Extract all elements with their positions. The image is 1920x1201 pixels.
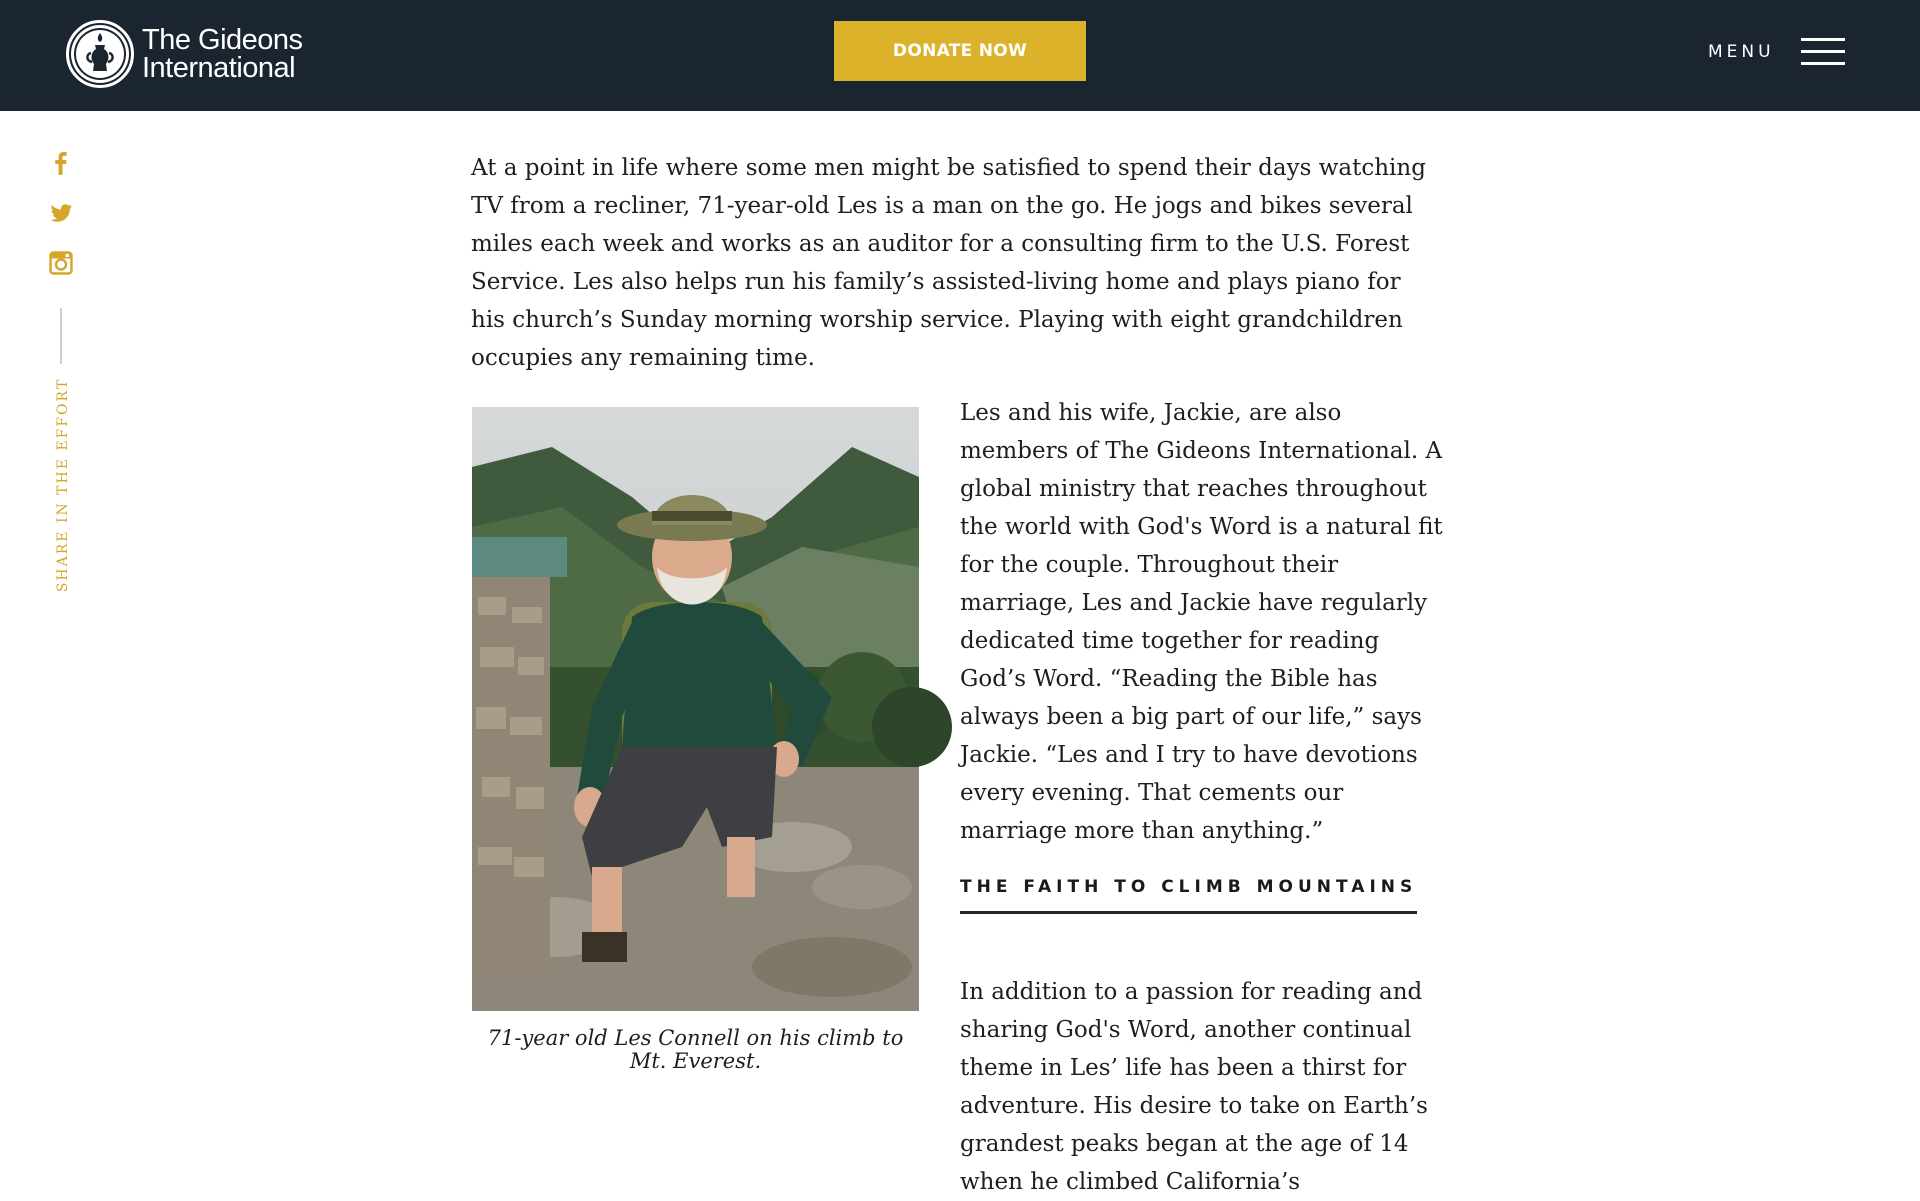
share-label: SHARE IN THE EFFORT [55, 377, 71, 593]
photo-caption: 71-year old Les Connell on his climb to Mt. Everest. [487, 1026, 904, 1073]
hiker-photo [472, 407, 919, 1011]
article-paragraph-2: Les and his wife, Jackie, are also members of The Gideons International. A global ministry that reaches throughout the world with God's Word is a natural fit for the couple. Throughout their marriage, Les and Jackie have regularly dedicated time together for reading God’s Word. “Reading the Bible has always been a big part of our life,” says Jackie. “Les and I try to have devotions every evening. That cements our marriage more than anything.” [960, 400, 1443, 844]
article-paragraph-3: In addition to a passion for reading and sharing God's Word, another continual theme in Les’ life has been a thirst for adventure. His desire to take on Earth’s grandest peaks began at the age of 14 when he climbed California’s [960, 979, 1428, 1195]
menu-toggle[interactable] [1708, 38, 1845, 66]
menu-label: MENU [1708, 42, 1775, 62]
article-intro-paragraph: At a point in life where some men might be satisfied to spend their days watching TV from a recliner, 71-year-old Les is a man on the go. He jogs and bikes several miles each week and works as an auditor for a consulting firm to the U.S. Forest Service. Les also helps run his family’s assisted-living home and plays piano for his church’s Sunday morning worship service. Playing with eight grandchildren occupies any remaining time. [471, 155, 1426, 371]
lamp-logo-icon [66, 20, 134, 88]
share-divider [60, 308, 62, 364]
twitter-icon[interactable] [48, 200, 74, 226]
facebook-icon[interactable] [48, 150, 74, 176]
share-rail [48, 150, 74, 300]
logo-wordmark [142, 26, 303, 82]
instagram-icon[interactable] [48, 250, 74, 276]
donate-now-button[interactable]: DONATE NOW [834, 21, 1086, 81]
hamburger-icon[interactable] [1801, 38, 1845, 66]
logo-line1: The Gideons [142, 24, 303, 56]
site-header [0, 0, 1920, 111]
logo-line2: International [142, 52, 296, 84]
site-logo[interactable] [66, 20, 303, 88]
section-heading: THE FAITH TO CLIMB MOUNTAINS [960, 877, 1417, 914]
